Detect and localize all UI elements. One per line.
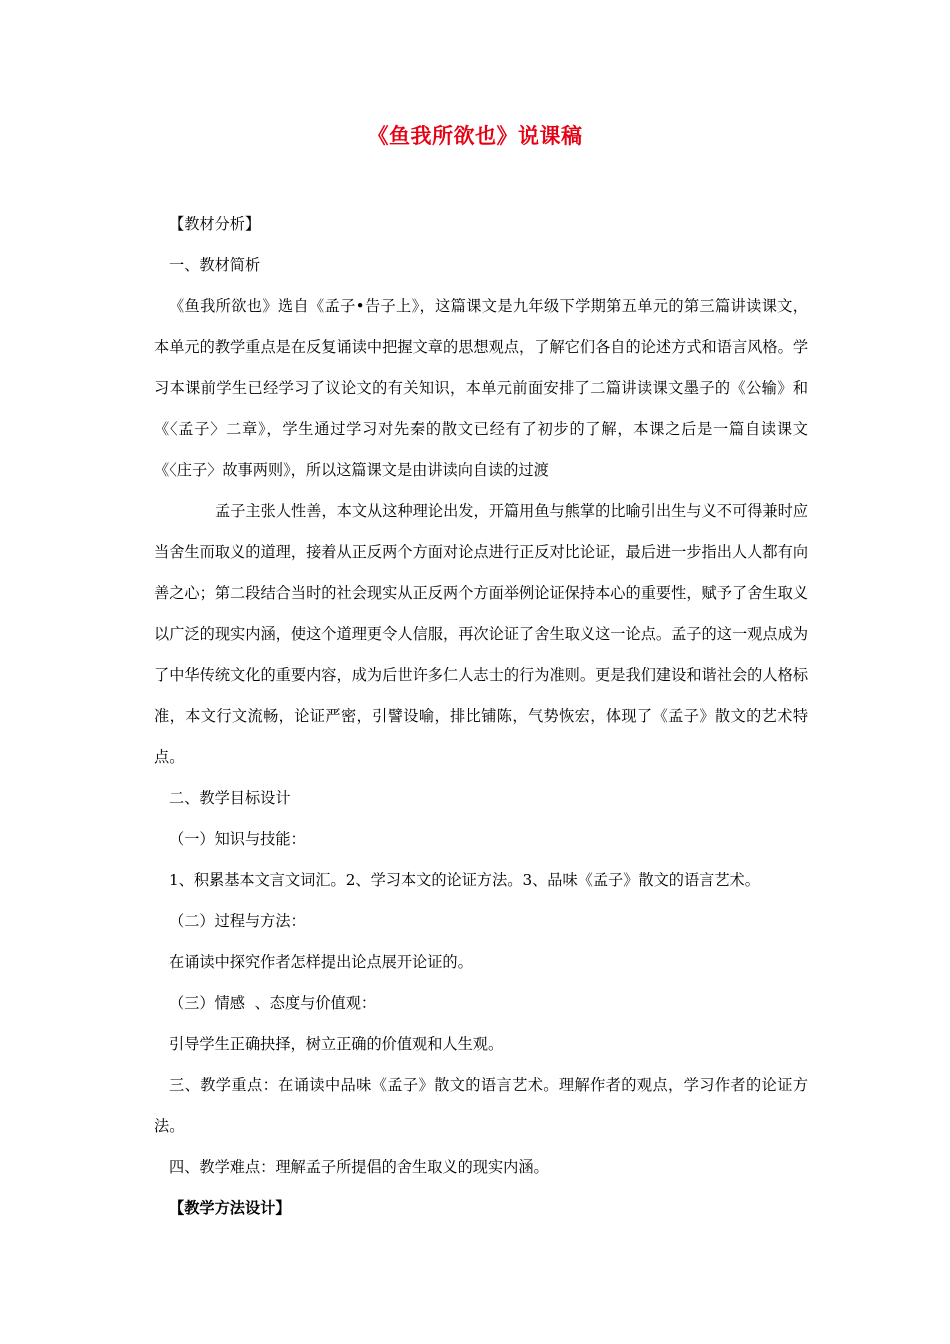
section-heading-material: 【教材分析】 xyxy=(169,215,261,233)
subheading-emotion-values: （三）情感 、态度与价值观： xyxy=(169,994,377,1012)
text-process-method: 在诵读中探究作者怎样提出论点展开论证的。 xyxy=(169,953,473,971)
heading-textbook-brief: 一、教材简析 xyxy=(169,256,261,274)
heading-teaching-difficulty: 四、教学难点：理解孟子所提倡的舍生取义的现实内涵。 xyxy=(169,1158,549,1176)
document-body xyxy=(154,204,808,1229)
subheading-knowledge-skills: （一）知识与技能： xyxy=(169,830,306,848)
heading-teaching-focus: 三、教学重点：在诵读中品味《孟子》散文的语言艺术。理解作者的观点，学习作者的论证方法。 xyxy=(154,1076,808,1135)
heading-teaching-goals: 二、教学目标设计 xyxy=(169,789,291,807)
text-knowledge-skills: 1、积累基本文言文词汇。2、学习本文的论证方法。3、品味《孟子》散文的语言艺术。 xyxy=(169,871,760,889)
paragraph-mencius-view: 孟子主张人性善，本文从这种理论出发，开篇用鱼与熊掌的比喻引出生与义不可得兼时应当舍生而取义的道理，接着从正反两个方面对论点进行正反对比论证，最后进一步指出人人都有向善之心；第二段结合当时的社会现实从正反两个方面举例论证保持本心的重要性，赋予了舍生取义以广泛的现实内涵，使这个道理更令人信服，再次论证了舍生取义这一论点。孟子的这一观点成为了中华传统文化的重要内容，成为后世许多仁人志士的行为准则。更是我们建设和谐社会的人格标准，本文行文流畅，论证严密，引譬设喻，排比铺陈，气势恢宏，体现了《孟子》散文的艺术特点。 xyxy=(154,502,808,766)
document-title: 《鱼我所欲也》说课稿 xyxy=(367,124,583,148)
section-heading-method: 【教学方法设计】 xyxy=(169,1199,291,1217)
text-emotion-values: 引导学生正确抉择，树立正确的价值观和人生观。 xyxy=(169,1035,504,1053)
subheading-process-method: （二）过程与方法： xyxy=(169,912,306,930)
paragraph-textbook-brief: 《鱼我所欲也》选自《孟子•告子上》，这篇课文是九年级下学期第五单元的第三篇讲读课文，本单元的教学重点是在反复诵读中把握文章的思想观点，了解它们各自的论述方式和语言风格。学习本课前学生已经学习了议论文的有关知识，本单元前面安排了二篇讲读课文墨子的《公输》和《〈孟子〉二章》，学生通过学习对先秦的散文已经有了初步的了解，本课之后是一篇自读课文《〈庄子〉故事两则》，所以这篇课文是由讲读向自读的过渡 xyxy=(154,297,808,479)
